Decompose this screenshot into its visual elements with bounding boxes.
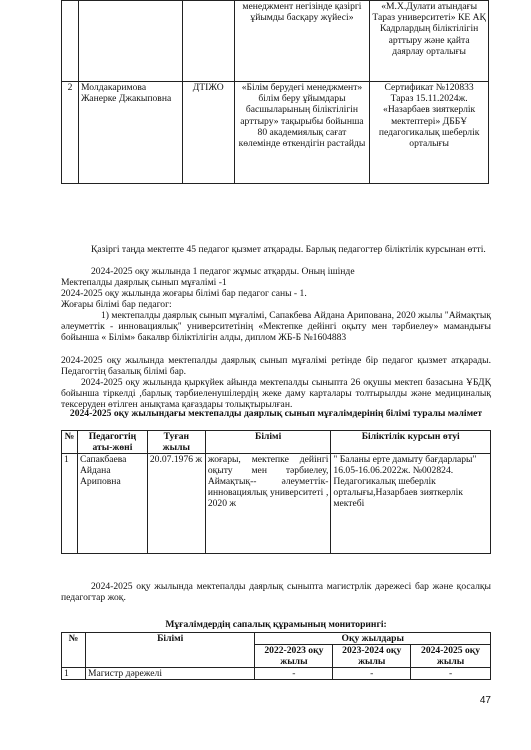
table-title: 2024-2025 оқу жылындағы мектепалды даярлық сынып мұғалімдерінің білімі туралы мәлімет — [69, 408, 483, 419]
table-title: Мұғалімдердің сапалық құрамының мониторингі: — [165, 619, 387, 630]
teacher-name-cell: Сапакбаева Айдана Ариповна — [77, 454, 147, 554]
column-header: № — [62, 431, 78, 454]
paragraph: Жоғары білімі бар педагог: — [61, 299, 172, 310]
position-cell: ДТІЖО — [182, 82, 234, 184]
course-cell: «Білім берудегі менеджмент» білім беру ұйымдары басшыларының біліктілігін арттыру» тақырыбы бойынша 80 академиялық сағат көлемінде өткендігін растайды — [234, 82, 370, 184]
column-header: Біліктілік курсын өтуі — [331, 431, 491, 454]
column-header: Білімі — [85, 633, 255, 668]
certificate-table — [61, 0, 489, 184]
certificate-cell: «М.Х.Дулати атындағы Тараз университеті» КЕ АҚ Кадрлардың біліктілігін арттыру және қайта даярлау орталығы — [370, 1, 489, 82]
value-cell: - — [333, 668, 411, 680]
column-header: Педагогтің аты-жөні — [77, 431, 147, 454]
column-header: 2022-2023 оқу жылы — [255, 645, 333, 668]
paragraph: 1) мектепалды даярлық сынып мұғалімі, Сапакбева Айдана Арипованa, 2020 жылы "Аймақтық әлеуметтік - инновациялық" университетінің «Мектепке дейінгі оқыту мен тәрбиелеу» мамандығы бойынша « Білім» бакалвр біліктілігін алды, диплом ЖБ-Б №1604883 — [61, 310, 491, 343]
paragraph: 2024-2025 оқу жылында мектепалды даярлық сыныпта магистрлік дәрежесі бар және қосалқы педагогтар жоқ. — [61, 581, 491, 603]
paragraph: Қазіргі таңда мектепте 45 педагог қызмет атқарады. Барлық педагогтер біліктілік курсынан өтті. — [91, 244, 486, 255]
quality-monitoring-table — [61, 632, 491, 680]
paragraph: 2024-2025 оқу жылында қыркүйек айында мектепалды сыныпта 26 оқушы мектеп базасына ҰБДҚ бойынша тіркелді ,барлық тәрбиеленушілердің жеке даму карталары толтырылды және медициналық тексеруден өтілген анықтама қағаздары толықтырылған. — [61, 377, 491, 410]
table-row — [62, 454, 491, 554]
certificate-cell: Сертификат №120833 Тараз 15.11.2024ж. «Назарбаев зияткерлік мектептері» ДББҰ педагогикалық шеберлік орталығы — [370, 82, 489, 184]
table-row — [62, 668, 491, 680]
course-cell: менеджмент негізінде қазіргі ұйымды басқару жүйесі» — [234, 1, 370, 82]
paragraph: 2024-2025 оқу жылында 1 педагог жұмыс атқарды. Оның ішінде — [91, 266, 355, 277]
table-header-row — [62, 633, 491, 645]
teacher-education-table — [61, 430, 491, 554]
table-header-row — [62, 431, 491, 454]
course-cell: " Баланы ерте дамыту бағдарлары" 16.05-16.06.2022ж. №002824. Педагогикалық шеберлік орталығы,Назарбаев зияткерлік мектебі — [331, 454, 491, 554]
birth-year-cell: 20.07.1976 ж — [147, 454, 205, 554]
table-row — [62, 82, 489, 184]
column-header: 2024-2025 оқу жылы — [411, 645, 491, 668]
education-cell: жоғары, мектепке дейінгі оқыту мен тәрбиелеу, Аймақтық-- әлеуметтік-инновациялық университеті , 2020 ж — [205, 454, 331, 554]
page-number: 47 — [479, 695, 491, 706]
column-header: Оқу жылдары — [255, 633, 491, 645]
column-header: Туған жылы — [147, 431, 205, 454]
value-cell: - — [255, 668, 333, 680]
row-number: 2 — [62, 82, 79, 184]
column-header: № — [62, 633, 86, 668]
paragraph: 2024-2025 оқу жылында жоғары білімі бар педагог саны - 1. — [61, 288, 307, 299]
value-cell: - — [411, 668, 491, 680]
column-header: Білімі — [205, 431, 331, 454]
teacher-name-cell: Молдакаримова Жанерке Джакыповна — [78, 82, 182, 184]
row-number: 1 — [62, 668, 86, 680]
paragraph: Мектепалды даярлық сынып мұғалімі -1 — [61, 277, 227, 288]
paragraph: 2024-2025 оқу жылында мектепалды даярлық сынып мұғалімі ретінде бір педагог қызмет атқарады. Педагогтің базалық білімі бар. — [61, 355, 491, 377]
column-header: 2023-2024 оқу жылы — [333, 645, 411, 668]
row-number: 1 — [62, 454, 78, 554]
degree-label-cell: Магистр дәрежелі — [85, 668, 255, 680]
table-row — [62, 1, 489, 82]
